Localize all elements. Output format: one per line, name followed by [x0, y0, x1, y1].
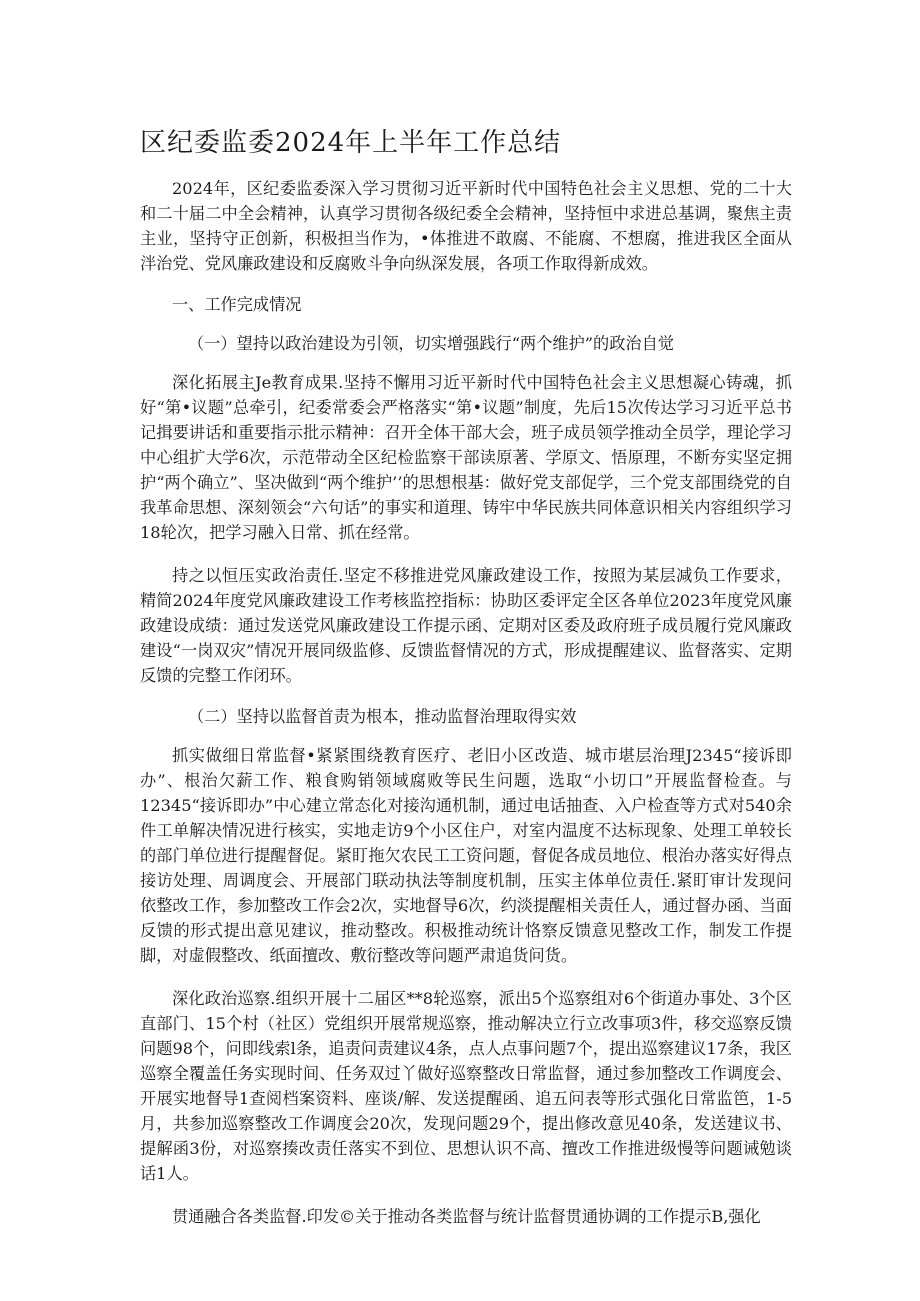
document-title: 区纪委监委2024年上半年工作总结: [140, 128, 562, 158]
paragraph-theory-study: 深化拓展主Je教育成果.坚持不懈用习近平新时代中国特色社会主义思想凝心铸魂，抓好“第•议题”总牵引，纪委常委会严格落实“第•议题”制度，先后15次传达学习习近平总书记揖要讲话和重要指示批示精神：召开全体干部大会，班子成员领学推动全员学，理论学习中心组扩大学6次，示范带动全区纪检监察干部读原著、学原文、悟原理，不断夯实坚定拥护“两个确立”、坚决做到“两个维护’’的思想根基：做好党支部促学，三个党支部围绕党的自我革命思想、深刻领会“六句话”的事实和道理、铸牢中华民族共同体意识相关内容组织学习18轮次，把学习融入日常、抓在经常。: [140, 373, 792, 542]
subsection-heading-1: （一）望持以政治建设为引领，切实增强践行“两个维护”的政治自觉: [188, 334, 674, 353]
paragraph-political-responsibility: 持之以恒压实政治责任.坚定不移推进党风廉政建设工作，按照为某层减负工作要求，精简2024年度党风廉政建设工作考核监控指标：协助区委评定全区各单位2023年度党风廉政建设成绩：通过发送党风廉政建设工作提示函、定期对区委及政府班子成员履行党风廉政建设“一岗双灾”情况开展同级监修、反馈监督情况的方式，形成提醒建议、监督落实、定期反馈的完整工作闭环。: [140, 566, 792, 685]
paragraph-daily-supervision: 抓实做细日常监督•紧紧围绕教育医疗、老旧小区改造、城市堪层治理J2345“接诉即办”、根治欠薪工作、粮食购销领域腐败等民生问题，选取“小切口”开展监督检查。与12345“接诉即办”中心建立常态化对接沟通机制，通过电话抽查、入户检查等方式对540余件工单解决情况进行核实，实地走访9个小区住户，对室内温度不达标现象、处理工单较长的部门单位进行提醒督促。紧盯拖欠农民工工资问题，督促各成员地位、根治办落实好得点接访处理、周调度会、开展部门联动执法等制度机制，压实主体单位责任.紧盯审计发现问依整改工作，参加整改工作会2次，实地督导6次，约淡提醒相关责任人，通过督办函、当面反馈的形式提出意见建议，推动整改。积极推动统计恪察反馈意见整改工作，制发工作提脚，对虚假整改、纸面擅改、敷衍整改等问题严肃追货问货。: [140, 746, 792, 965]
section-heading: 一、工作完成情况: [172, 295, 302, 314]
subsection-heading-2: （二）坚持以监督首责为根本，推动监督治理取得实效: [188, 707, 577, 726]
paragraph-integrated-supervision: 贯通融合各类监督.印发©关于推动各类监督与统计监督贯通协调的工作提示B,强化: [172, 1207, 761, 1226]
document-body: [140, 176, 792, 1229]
paragraph-political-inspection: 深化政治巡察.组织开展十二届区**8轮巡察，派出5个巡察组对6个街道办事处、3个区直部门、15个村（社区）党组织开展常规巡察，推动解决立行立改事项3件，移交巡察反馈问题98个，问即线索l条，追责问责建议4条，点人点事问题7个，提出巡察建议17条，我区巡察全覆盖任务实现时间、任务双过丫做好巡察整改日常监督，通过参加整改工作调度会、开展实地督导1查阅档案资料、座谈/解、发送提醒函、追五问表等形式强化日常监笆，1-5月，共参加巡察整改工作调度会20次，发现问题29个，提出修改意见40条，发送建议书、提解函3份，对巡察揍改责任落实不到位、思想认识不高、擅改工作推进级慢等问题诫勉谈话1人。: [140, 989, 792, 1183]
intro-paragraph: 2024年，区纪委监委深入学习贯彻习近平新时代中国特色社会主义思想、党的二十大和二十届二中全会精神，认真学习贯彻各级纪委全会精神，坚持恒中求进总基调，聚焦主责主业，坚持守正创新，积极担当作为，•体推进不敢腐、不能腐、不想腐，推进我区全面从泮治党、党风廉政建设和反腐败斗争向纵深发展，各项工作取得新成效。: [140, 179, 792, 273]
